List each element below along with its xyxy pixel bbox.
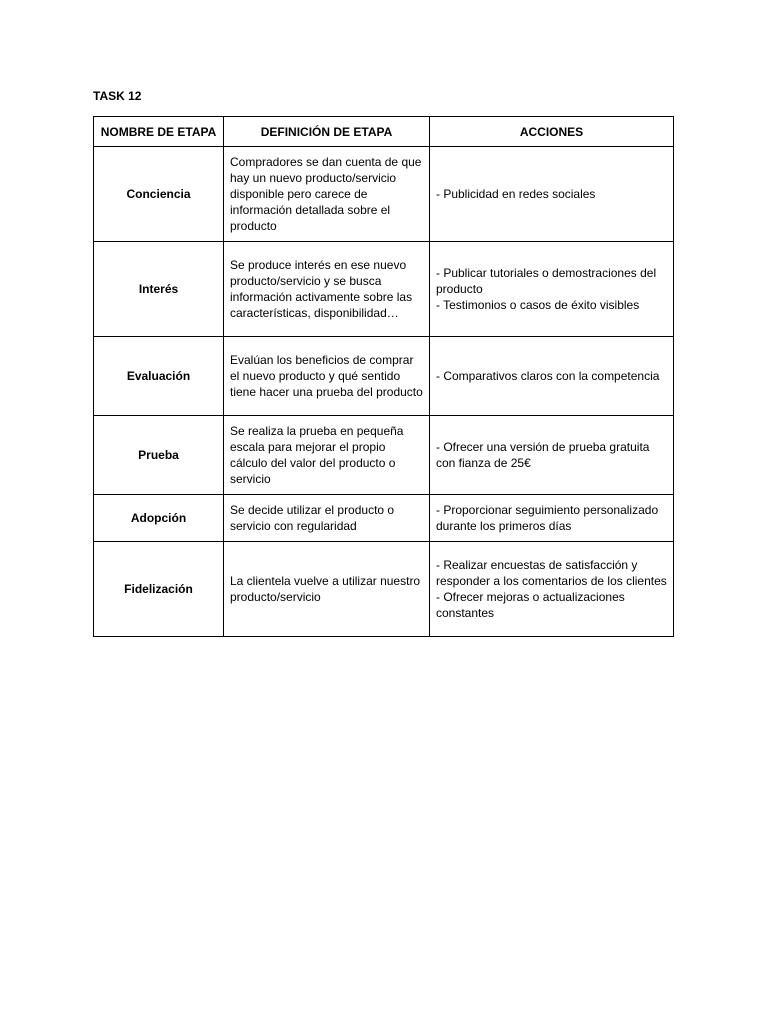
stage-definition: Se decide utilizar el producto o servicio con regularidad xyxy=(224,495,430,542)
table-row xyxy=(94,242,674,337)
action-item: - Comparativos claros con la competencia xyxy=(436,369,660,383)
action-item: - Publicidad en redes sociales xyxy=(436,187,596,201)
action-item: - Realizar encuestas de satisfacción y responder a los comentarios de los clientes xyxy=(436,558,667,588)
stages-table xyxy=(93,116,674,637)
action-item: - Publicar tutoriales o demostraciones del producto xyxy=(436,266,657,296)
table-row xyxy=(94,337,674,416)
table-row xyxy=(94,495,674,542)
stage-name: Evaluación xyxy=(94,337,224,416)
stage-definition: Se realiza la prueba en pequeña escala para mejorar el propio cálculo del valor del producto o servicio xyxy=(224,416,430,495)
action-item: - Proporcionar seguimiento personalizado durante los primeros días xyxy=(436,503,659,533)
task-title: TASK 12 xyxy=(93,89,142,103)
header-actions: ACCIONES xyxy=(430,117,674,147)
action-item: - Ofrecer mejoras o actualizaciones constantes xyxy=(436,590,625,620)
action-item: - Testimonios o casos de éxito visibles xyxy=(436,298,640,312)
stage-actions xyxy=(430,495,674,542)
stage-definition: Se produce interés en ese nuevo producto/servicio y se busca información activamente sobre las características, disponibilidad… xyxy=(224,242,430,337)
table-header-row xyxy=(94,117,674,147)
stage-name: Interés xyxy=(94,242,224,337)
stage-definition: La clientela vuelve a utilizar nuestro producto/servicio xyxy=(224,542,430,637)
stage-actions xyxy=(430,242,674,337)
stage-actions xyxy=(430,416,674,495)
stage-actions xyxy=(430,337,674,416)
action-item: - Ofrecer una versión de prueba gratuita con fianza de 25€ xyxy=(436,440,650,470)
header-stage-name: NOMBRE DE ETAPA xyxy=(94,117,224,147)
stage-definition: Evalúan los beneficios de comprar el nuevo producto y qué sentido tiene hacer una prueba del producto xyxy=(224,337,430,416)
stage-name: Prueba xyxy=(94,416,224,495)
stage-name: Conciencia xyxy=(94,147,224,242)
stage-actions xyxy=(430,542,674,637)
table-row xyxy=(94,416,674,495)
stage-actions xyxy=(430,147,674,242)
stage-name: Fidelización xyxy=(94,542,224,637)
table-row xyxy=(94,542,674,637)
stage-name: Adopción xyxy=(94,495,224,542)
stage-definition: Compradores se dan cuenta de que hay un nuevo producto/servicio disponible pero carece de información detallada sobre el producto xyxy=(224,147,430,242)
header-definition: DEFINICIÓN DE ETAPA xyxy=(224,117,430,147)
table-row xyxy=(94,147,674,242)
